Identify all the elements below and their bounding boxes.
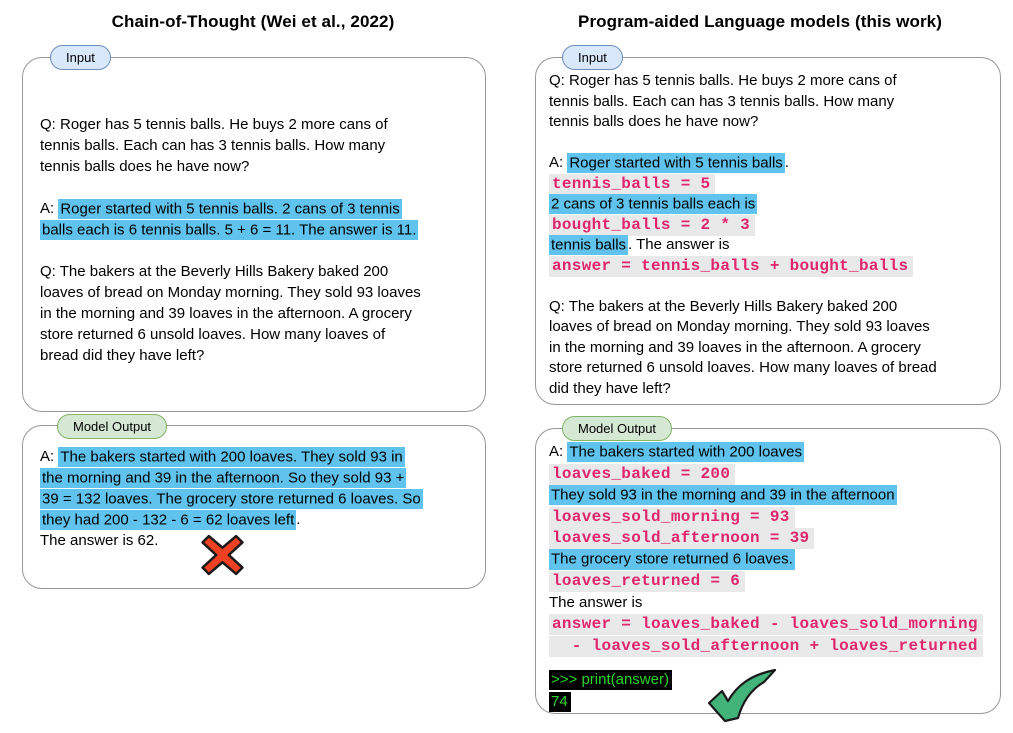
plain-text: Q: The bakers at the Beverly Hills Bakery baked 200 [40,263,389,280]
text-line [40,467,481,488]
text-line [549,549,996,571]
text-line [549,153,996,174]
text-line [549,71,996,92]
text-line [40,114,481,135]
cot-title: Chain-of-Thought (Wei et al., 2022) [111,12,395,31]
code-segment: answer = loaves_baked - loaves_sold_morning [549,614,983,635]
text-line [549,194,996,215]
text-line [40,446,481,467]
plain-text: A: [549,443,568,460]
text-line [549,463,996,485]
plain-text: Q: Roger has 5 tennis balls. He buys 2 more cans of [40,116,388,133]
text-line [40,240,481,261]
pal-input-content [549,71,996,399]
highlighted-text: Roger started with 5 tennis balls [569,154,783,171]
code-segment: loaves_sold_afternoon = 39 [549,528,814,549]
text-line [40,488,481,509]
plain-text: . [784,154,789,171]
text-line [549,235,996,256]
cot-output-panel [22,425,486,589]
code-segment: loaves_returned = 6 [549,571,745,592]
text-line [549,527,996,549]
terminal-text: >>> print(answer) [549,670,672,690]
text-line [549,506,996,528]
text-line [40,219,481,240]
plain-text: A: [40,200,59,217]
cot-input-content [40,114,481,366]
cot-input-panel [22,57,486,412]
highlighted-text: The bakers started with 200 loaves [569,443,802,460]
plain-text: tennis balls. Each can has 3 tennis balls. How many [549,92,895,110]
code-segment: answer = tennis_balls + bought_balls [549,256,913,277]
text-line [40,177,481,198]
text-line [549,133,996,154]
text-line [549,215,996,236]
highlighted-text: 2 cans of 3 tennis balls each is [551,195,756,212]
text-line [40,135,481,156]
code-segment: tennis_balls = 5 [549,174,715,195]
plain-text: The answer is [549,593,643,611]
highlighted-text: they had 200 - 132 - 6 = 62 loaves left [42,511,295,528]
code-segment: loaves_sold_morning = 93 [549,507,795,528]
code-segment: loaves_baked = 200 [549,464,735,485]
text-line [549,338,996,359]
plain-text: Q: Roger has 5 tennis balls. He buys 2 more cans of [549,72,897,89]
text-line [40,303,481,324]
pal-title: Program-aided Language models (this work) [578,12,942,31]
plain-text: loaves of bread on Monday morning. They sold 93 loaves [549,318,930,335]
plain-text: tennis balls does he have now? [549,113,759,130]
plain-text: A: [40,448,59,465]
cross-icon [199,534,246,576]
text-line [40,530,481,551]
text-line [40,509,481,530]
highlighted-text: balls each is 6 tennis balls. 5 + 6 = 11. The answer is 11. [42,221,417,238]
plain-text: . The answer is [628,236,730,253]
plain-text: store returned 6 unsold loaves. How many loaves of bread [549,359,937,376]
text-line [549,358,996,379]
plain-text: bread did they have left? [40,347,205,364]
plain-text: . [296,511,301,528]
text-line [40,345,481,366]
highlighted-text: tennis balls [551,236,627,253]
text-line [549,297,996,318]
plain-text: store returned 6 unsold loaves. How many loaves of [40,326,386,343]
code-segment: - loaves_sold_afternoon + loaves_returned [549,636,983,657]
text-line [549,379,996,400]
highlighted-text: The bakers started with 200 loaves. They sold 93 in [60,448,403,465]
plain-text: Q: The bakers at the Beverly Hills Bakery baked 200 [549,297,898,315]
text-line [549,276,996,297]
text-line [40,324,481,345]
text-line [549,174,996,195]
text-line [549,441,996,463]
highlighted-text: 39 = 132 loaves. The grocery store returned 6 loaves. So [42,490,421,507]
text-line [549,656,996,669]
plain-text: loaves of bread on Monday morning. They sold 93 loaves [40,284,421,301]
cot-input-badge: Input [50,45,111,70]
plain-text: in the morning and 39 loaves in the afternoon. A grocery [40,305,412,322]
plain-text: tennis balls. Each can has 3 tennis balls. How many [40,137,386,154]
text-line [40,198,481,219]
plain-text: tennis balls does he have now? [40,158,250,175]
check-icon [704,669,780,723]
text-line [549,613,996,635]
text-line [549,592,996,614]
highlighted-text: They sold 93 in the morning and 39 in the afternoon [551,486,895,503]
cot-output-content [40,446,481,551]
plain-text: The answer is 62. [40,532,159,549]
cot-model-output-badge: Model Output [57,414,167,439]
text-line [549,570,996,592]
plain-text: A: [549,154,568,171]
plain-text: did they have left? [549,379,671,397]
highlighted-text: Roger started with 5 tennis balls. 2 cans of 3 tennis [60,200,400,217]
code-segment: bought_balls = 2 * 3 [549,215,755,236]
text-line [549,112,996,133]
text-line [549,317,996,338]
terminal-text: 74 [549,692,571,712]
pal-input-badge: Input [562,45,623,70]
pal-output-panel [535,428,1001,714]
text-line [549,92,996,113]
text-line [549,635,996,657]
text-line [40,261,481,282]
pal-input-panel [535,57,1001,405]
highlighted-text: the morning and 39 in the afternoon. So they sold 93 + [42,469,405,486]
pal-model-output-badge: Model Output [562,416,672,441]
highlighted-text: The grocery store returned 6 loaves. [551,550,793,568]
text-line [40,282,481,303]
text-line [549,484,996,506]
text-line [40,156,481,177]
plain-text: in the morning and 39 loaves in the afternoon. A grocery [549,338,921,356]
text-line [549,256,996,277]
